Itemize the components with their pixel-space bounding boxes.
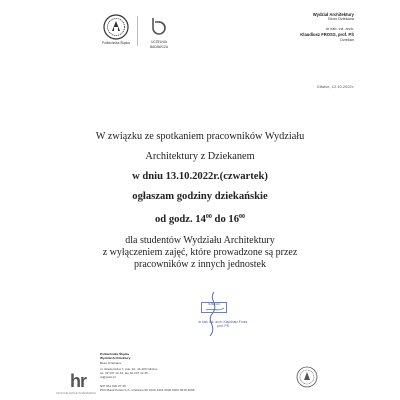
body-line-8: pracowników z innych jednostek <box>134 259 266 270</box>
university-seal-icon <box>296 366 318 388</box>
footer-faculty: Wydział Architektury <box>100 356 131 361</box>
university-crest-icon <box>103 14 129 40</box>
header-office-block <box>226 12 354 43</box>
signature-name: dr hab. inż. arch. Klaudiusz Fross, prof. PŚ <box>198 320 248 328</box>
politechnika-logo <box>97 14 135 45</box>
body-line-7: z wyłączeniem zajęć, które prowadzone są przez <box>102 247 298 258</box>
hours-mid: do 16 <box>211 214 239 225</box>
body-line-2: Architektury z Dziekanem <box>145 151 255 162</box>
uczelnia-badawcza-logo <box>140 14 178 49</box>
office-name: Biuro Dziekana <box>328 17 354 22</box>
body-line-1: W związku ze spotkaniem pracowników Wydziału <box>95 131 305 142</box>
hr-excellence-logo: hr <box>70 371 86 391</box>
logo-right-caption-2: BADAWCZA <box>150 44 168 49</box>
dean-role: Dziekan <box>340 37 354 42</box>
footer-address: ul. Akademicka 7, pok. 10, 44-100 Gliwice <box>100 366 158 371</box>
announcement-body <box>80 130 320 271</box>
document-date: Gliwice, 12.10.2022r. <box>316 84 354 89</box>
footer-email: ra@polsl.pl <box>100 375 116 380</box>
logo-divider <box>137 16 138 46</box>
logo-right-caption-1: UCZELNIA <box>151 40 167 44</box>
footer-nip: NIP 631 020 07 35 <box>100 383 126 388</box>
footer-phone: tel. 32 237 12 34, fax 32 237 12 35 <box>100 371 148 376</box>
dean-stamp: DZIEKAN <box>201 302 227 313</box>
body-line-6: dla studentów Wydziału Architektury <box>125 235 275 246</box>
dean-name: Klaudiusz FROSS, prof. PŚ <box>300 32 354 38</box>
hours-prefix: od godz. 14 <box>154 214 206 225</box>
body-line-date: w dniu 13.10.2022r.(czwartek) <box>132 171 268 182</box>
footer-office: Biuro Dziekana <box>100 360 121 365</box>
research-university-icon <box>146 14 172 40</box>
hours-end-minutes: 00 <box>239 214 245 220</box>
hr-excellence-caption: HR EXCELLENCE IN RESEARCH <box>56 392 97 395</box>
hours-start-minutes: 00 <box>205 214 212 220</box>
footer-bank: PKO Bank Polski S.A. o/Gliwice 06 1020 2401 0000 0302 0018 4698 <box>100 388 195 393</box>
body-line-hours <box>80 210 320 227</box>
faculty-name: Wydział Architektury <box>312 12 354 17</box>
logo-left-caption: Politechnika Śląska <box>102 41 130 45</box>
handwritten-signature-icon <box>200 290 230 338</box>
dean-title: dr hab. inż. arch. <box>325 26 354 31</box>
footer-address-block <box>100 352 195 392</box>
body-line-announcement: ogłaszam godziny dziekańskie <box>132 191 268 202</box>
footer-org: Politechnika Śląska <box>100 352 129 356</box>
